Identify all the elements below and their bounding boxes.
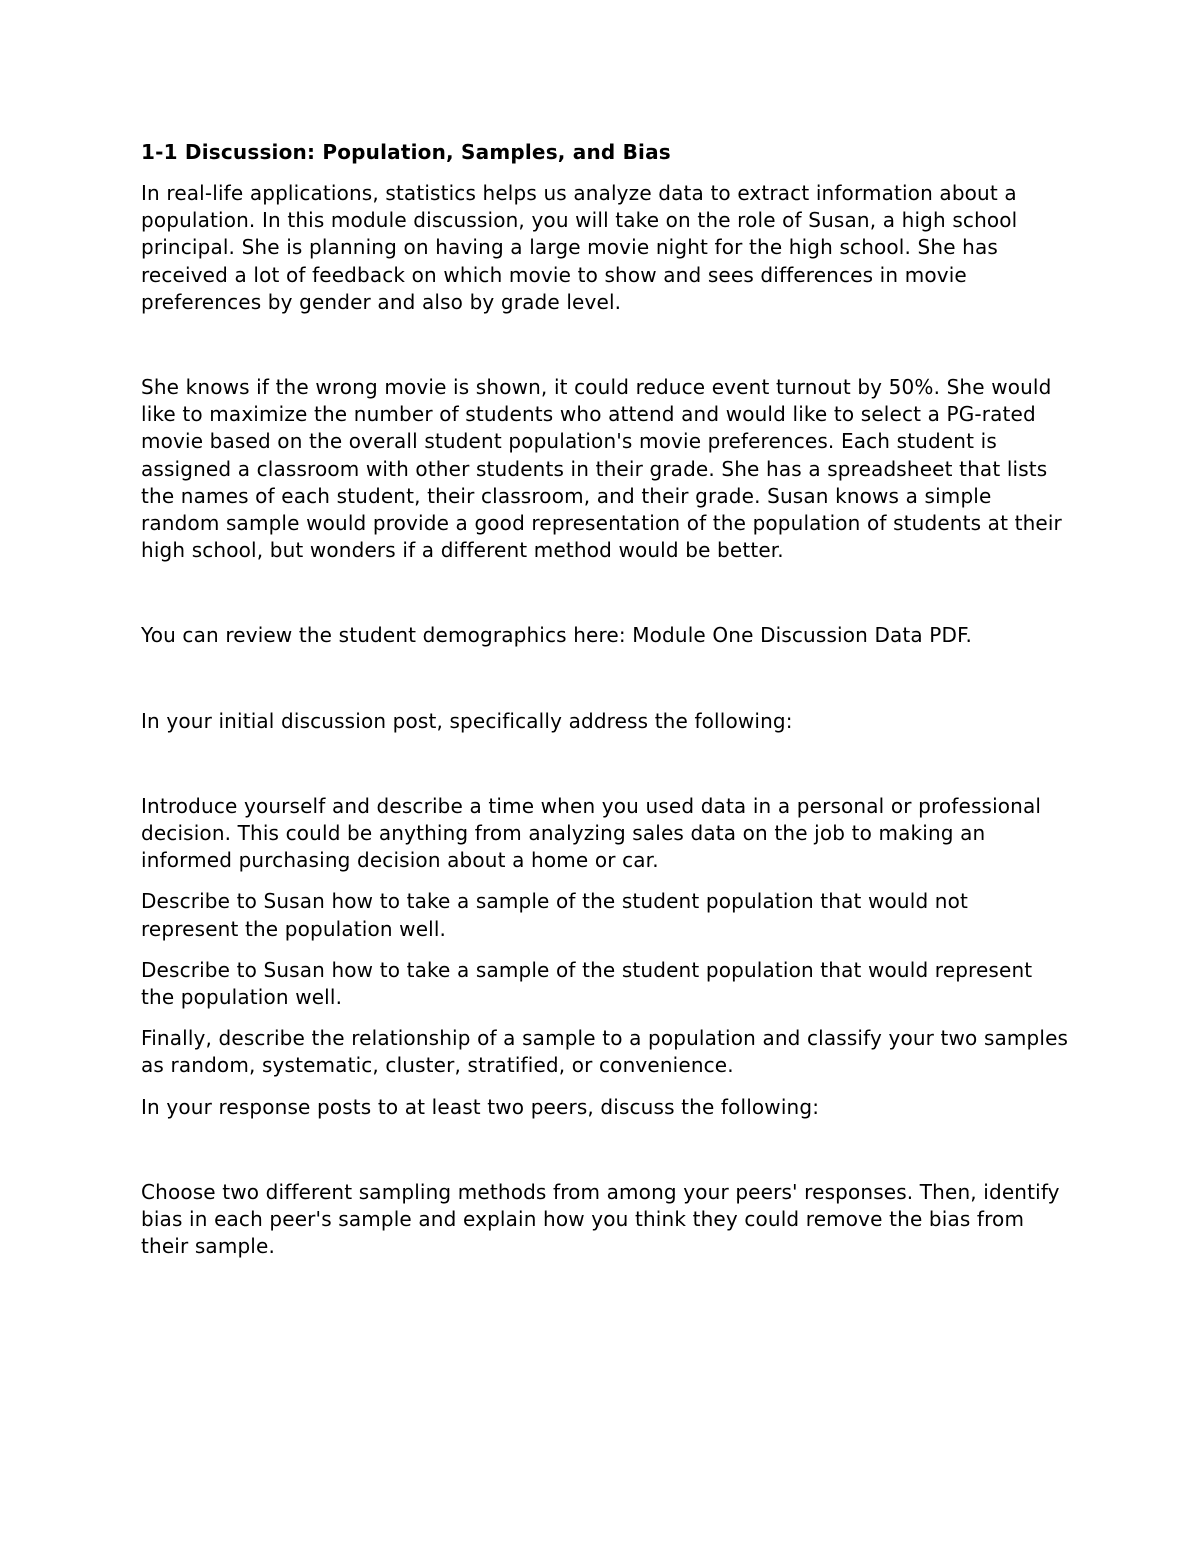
paragraph-introduce-yourself: Introduce yourself and describe a time when you used data in a personal or professional decision. This could be anything from analyzing sales data on the job to making an informed purchasing decision about a home or car.	[141, 793, 1042, 873]
paragraph-initial-post-heading: In your initial discussion post, specifically address the following:	[141, 708, 793, 733]
paragraph-response-instructions: Choose two different sampling methods from among your peers' responses. Then, identify bias in each peer's sample and explain how you think they could remove the bias from their sample.	[141, 1179, 1060, 1259]
document-title: 1-1 Discussion: Population, Samples, and Bias	[141, 140, 671, 164]
paragraph-bad-sample: Describe to Susan how to take a sample of the student population that would not represent the population well.	[141, 889, 969, 941]
paragraph-good-sample: Describe to Susan how to take a sample of the student population that would represent the population well.	[141, 957, 1033, 1010]
paragraph-classify-samples: Finally, describe the relationship of a sample to a population and classify your two samples as random, systematic, cluster, stratified, or convenience.	[141, 1026, 1069, 1078]
paragraph-demographics: You can review the student demographics here: Module One Discussion Data PDF.	[141, 623, 973, 648]
document-page	[141, 139, 1071, 1260]
paragraph-intro: In real-life applications, statistics helps us analyze data to extract information about a population. In this module discussion, you will take on the role of Susan, a high school principal. She is planning on having a large movie night for the high school. She has received a lot of feedback on which movie to show and sees differences in movie preferences by gender and also by grade level.	[141, 181, 1018, 314]
paragraph-scenario: She knows if the wrong movie is shown, it could reduce event turnout by 50%. She would like to maximize the number of students who attend and would like to select a PG-rated movie based on the overall student population's movie preferences. Each student is assigned a classroom with other students in their grade. She has a spreadsheet that lists the names of each student, their classroom, and their grade. Susan knows a simple random sample would provide a good representation of the population of students at their high school, but wonders if a different method would be better.	[141, 375, 1062, 563]
paragraph-response-heading: In your response posts to at least two peers, discuss the following:	[141, 1094, 820, 1119]
